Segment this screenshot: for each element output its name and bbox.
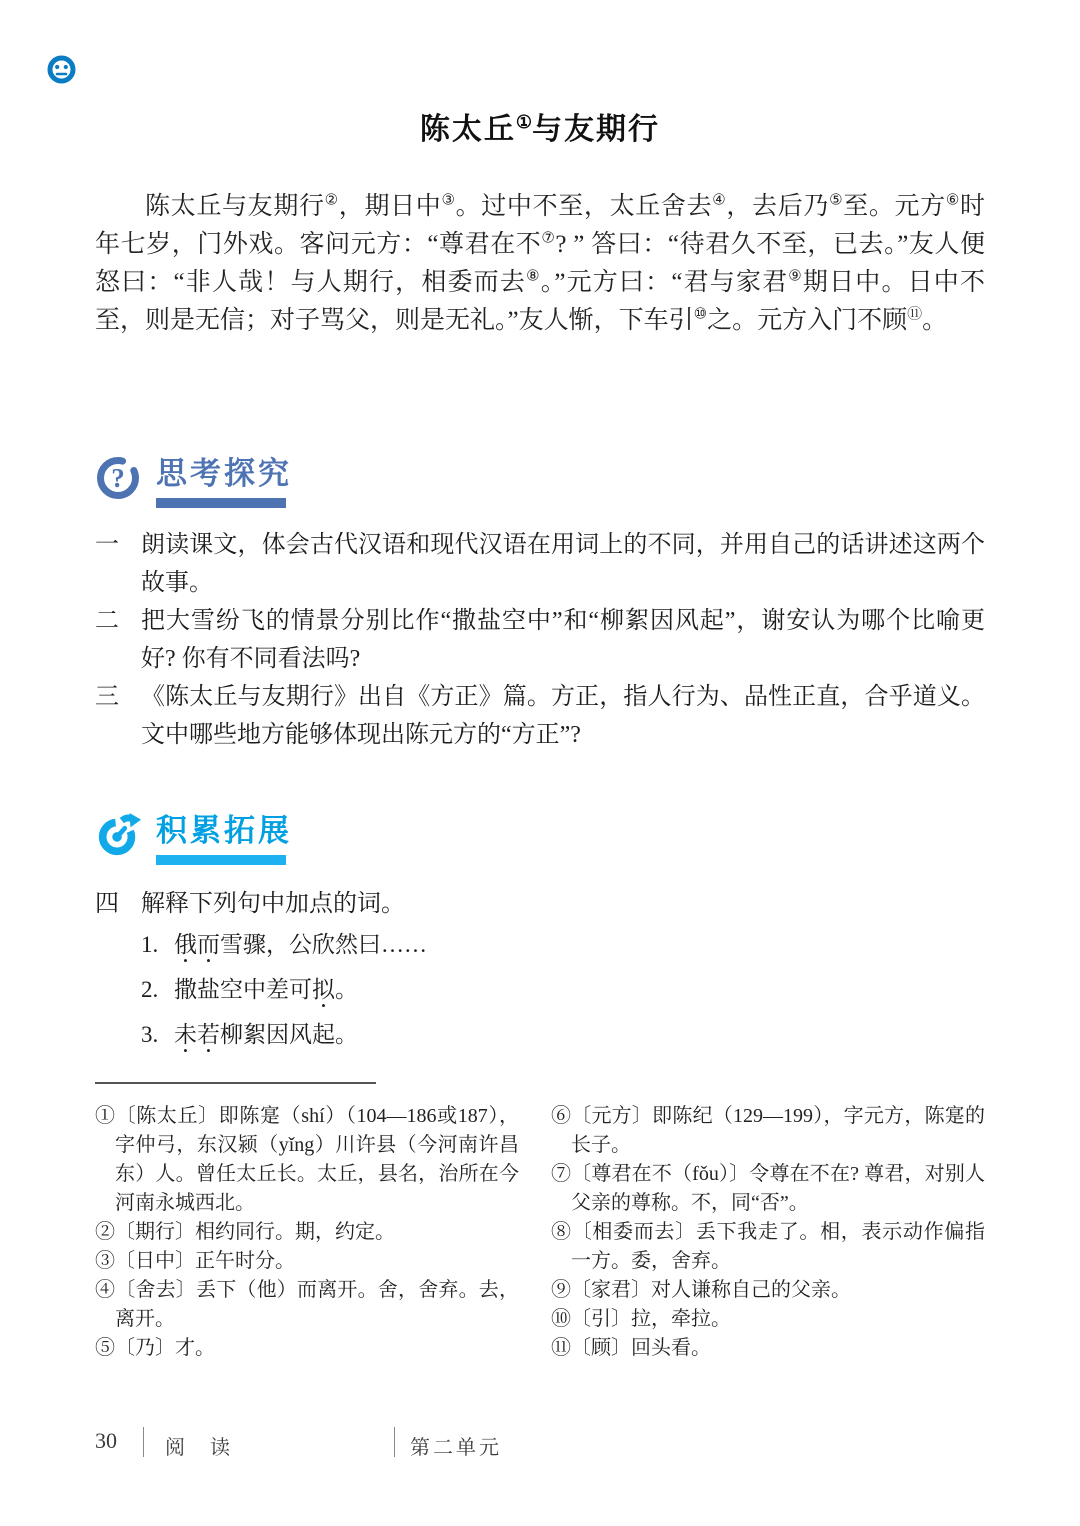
text-segment: 雪骤，公欣然曰…… xyxy=(220,932,427,957)
footnote-ref: ① xyxy=(515,112,533,132)
circular-arrow-icon xyxy=(95,810,141,860)
footer-divider xyxy=(143,1427,144,1457)
word-item-number: 1. xyxy=(141,932,159,957)
smiley-face-icon xyxy=(46,54,77,85)
footnote-text: 〔相委而去〕丢下我走了。相，表示动作偏指一方。委，舍弃。 xyxy=(571,1221,986,1272)
footnote-item xyxy=(95,1102,519,1218)
text-segment: ，期日中 xyxy=(338,193,442,220)
footnote-number: ⑥ xyxy=(551,1105,572,1127)
footnote-text: 〔陈太丘〕即陈寔（shí）（104—186或187），字仲弓，东汉颍（yǐng）川许县（今河南许昌东）人。曾任太丘长。太丘，县名，治所在今河南永城西北。 xyxy=(115,1105,520,1214)
accumulate-expand-label: 积累拓展 xyxy=(156,813,292,848)
footnote-text: 〔舍去〕丢下（他）而离开。舍，舍弃。去，离开。 xyxy=(115,1279,520,1330)
footnotes-right-column xyxy=(551,1102,985,1363)
footnote-ref: ⑦ xyxy=(541,230,556,247)
text-segment: 时年七岁，门外戏。客问元方：“尊君在不 xyxy=(95,193,985,258)
footnote-number: ① xyxy=(95,1105,116,1127)
footnote-text: 〔元方〕即陈纪（129—199），字元方，陈寔的长子。 xyxy=(571,1105,986,1156)
word-item-number: 3. xyxy=(141,1022,159,1047)
exercise-four-number: 四 xyxy=(95,891,119,917)
footnote-item xyxy=(95,1276,519,1334)
text-segment: 至。元方 xyxy=(843,193,946,220)
text-segment: 柳絮因风起。 xyxy=(220,1022,358,1047)
footnote-ref: ② xyxy=(324,192,339,209)
question-list xyxy=(95,526,985,754)
lesson-title-text: 陈太丘 xyxy=(419,113,516,146)
unit-label: 第二单元 xyxy=(410,1437,502,1459)
footnote-number: ⑦ xyxy=(551,1163,572,1185)
footnote-item xyxy=(551,1218,985,1276)
text-segment: 。 xyxy=(335,977,358,1002)
footnote-item xyxy=(95,1247,519,1276)
text-segment: 。”元方曰：“君与家君 xyxy=(540,269,789,296)
footnote-text: 〔引〕拉，牵拉。 xyxy=(571,1308,731,1330)
think-explore-label: 思考探究 xyxy=(156,456,292,491)
footnote-number: ⑩ xyxy=(551,1308,571,1330)
emphasized-char: 若 xyxy=(197,1022,220,1047)
text-segment: ? ” 答曰：“待君久不至，已去。”友人便怒曰：“非人哉！与人期行，相委而去 xyxy=(95,231,986,296)
text-segment: 。过中不至，太丘舍去 xyxy=(455,193,713,220)
text-segment: 撒盐空中差可 xyxy=(174,977,312,1002)
text-segment: 。 xyxy=(922,307,948,334)
footnote-text: 〔顾〕回头看。 xyxy=(571,1337,711,1359)
question-item xyxy=(95,678,985,754)
question-item xyxy=(95,526,985,602)
footnote-item xyxy=(551,1102,985,1160)
emphasized-char: 拟 xyxy=(312,977,335,1002)
footnotes xyxy=(95,1102,985,1363)
footnotes-left-column xyxy=(95,1102,519,1363)
footnote-text: 〔家君〕对人谦称自己的父亲。 xyxy=(571,1279,851,1301)
question-number: 三 xyxy=(95,684,119,710)
think-explore-header xyxy=(95,453,292,508)
question-text: 把大雪纷飞的情景分别比作“撒盐空中”和“柳絮因风起”，谢安认为哪个比喻更好? 你有不同看法吗? xyxy=(141,608,985,672)
footnote-number: ⑤ xyxy=(95,1337,115,1359)
text-segment: 陈太丘与友期行 xyxy=(145,193,325,220)
word-item xyxy=(141,930,901,960)
footnote-ref: ③ xyxy=(441,192,456,209)
emphasized-char: 而 xyxy=(197,932,220,957)
question-mark-circle-icon xyxy=(95,453,141,503)
footnote-item xyxy=(95,1218,519,1247)
reading-section-label: 阅 读 xyxy=(165,1437,240,1459)
footnote-ref: ⑥ xyxy=(945,192,960,209)
emphasized-char: 未 xyxy=(174,1022,197,1047)
page-number: 30 xyxy=(95,1428,117,1453)
emphasized-char: 俄 xyxy=(174,932,197,957)
exercise-four xyxy=(95,888,985,920)
question-item xyxy=(95,602,985,678)
footnote-number: ⑪ xyxy=(551,1337,571,1359)
footnote-item xyxy=(551,1276,985,1305)
question-text: 朗读课文，体会古代汉语和现代汉语在用词上的不同，并用自己的话讲述这两个故事。 xyxy=(141,532,985,596)
footnote-divider xyxy=(95,1082,376,1084)
footnote-number: ② xyxy=(95,1221,115,1243)
question-text: 《陈太丘与友期行》出自《方正》篇。方正，指人行为、品性正直，合乎道义。文中哪些地方能够体现出陈元方的“方正”? xyxy=(141,684,985,748)
word-item-number: 2. xyxy=(141,977,159,1002)
footnote-ref: ⑧ xyxy=(526,268,541,285)
text-segment: 期日中。日中不至，则是无信；对子骂父，则是无礼。”友人惭，下车引 xyxy=(95,269,985,334)
footnote-item xyxy=(551,1160,985,1218)
word-item-list xyxy=(141,930,901,1065)
lesson-title xyxy=(0,108,1080,152)
footnote-ref: ⑪ xyxy=(907,306,923,323)
footnote-number: ⑨ xyxy=(551,1279,571,1301)
footnote-number: ④ xyxy=(95,1279,116,1301)
lesson-paragraph xyxy=(95,188,985,340)
accumulate-expand-underline xyxy=(156,855,286,865)
footnote-ref: ④ xyxy=(712,192,727,209)
word-item-text xyxy=(174,930,427,960)
footnote-number: ③ xyxy=(95,1250,115,1272)
footnote-item xyxy=(95,1334,519,1363)
page-footer xyxy=(95,1428,985,1468)
word-item xyxy=(141,975,901,1005)
svg-text:?: ? xyxy=(111,463,125,493)
footnote-text: 〔日中〕正午时分。 xyxy=(115,1250,295,1272)
word-item-text xyxy=(174,975,358,1005)
lesson-title-text: 与友期行 xyxy=(532,113,661,146)
footnote-text: 〔期行〕相约同行。期，约定。 xyxy=(115,1221,395,1243)
footnote-item xyxy=(551,1305,985,1334)
footnote-text: 〔乃〕才。 xyxy=(115,1337,215,1359)
question-number: 一 xyxy=(95,532,119,558)
text-segment: 之。元方入门不顾 xyxy=(707,307,908,334)
footnote-text: 〔尊君在不（fǒu）〕令尊在不在? 尊君，对别人父亲的尊称。不，同“否”。 xyxy=(571,1163,985,1214)
footnote-item xyxy=(551,1334,985,1363)
exercise-four-title: 解释下列句中加点的词。 xyxy=(141,891,405,917)
accumulate-expand-header xyxy=(95,810,292,865)
word-item-text xyxy=(174,1020,358,1050)
text-segment: ，去后乃 xyxy=(726,193,830,220)
footnote-ref: ⑩ xyxy=(693,306,708,323)
think-explore-underline xyxy=(156,498,286,508)
footnote-ref: ⑨ xyxy=(788,268,803,285)
word-item xyxy=(141,1020,901,1050)
question-number: 二 xyxy=(95,608,119,634)
footnote-number: ⑧ xyxy=(551,1221,572,1243)
footer-divider xyxy=(394,1427,395,1457)
footnote-ref: ⑤ xyxy=(829,192,844,209)
